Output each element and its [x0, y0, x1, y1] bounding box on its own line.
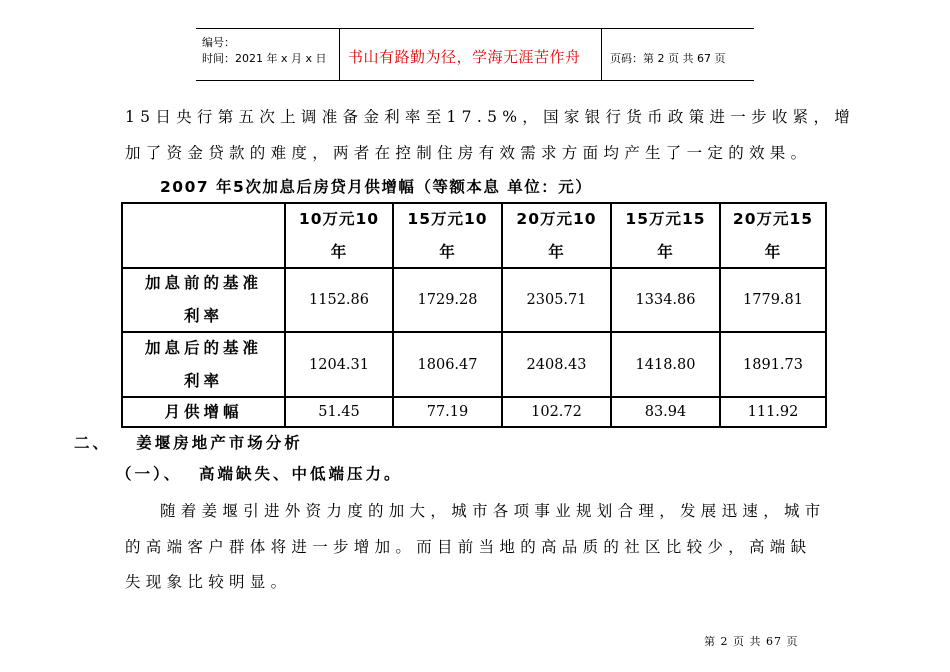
table-cell: 1779.81: [743, 292, 803, 308]
table-cell: 1891.73: [743, 356, 803, 373]
header-divider: [601, 28, 602, 81]
column-header: [394, 204, 501, 267]
table-cell: 51.45: [318, 404, 360, 420]
column-header-line: 年: [764, 242, 782, 261]
row-label-line: 利率: [183, 371, 223, 390]
table-cell: 2305.71: [526, 292, 587, 308]
section-heading: 二、 姜堰房地产市场分析: [74, 434, 303, 452]
mortgage-table: [121, 202, 827, 428]
table-cell: 1204.31: [309, 356, 369, 373]
intro-line-1: 15日央行第五次上调准备金利率至17.5%，国家银行货币政策进一步收紧，增: [125, 108, 856, 126]
row-label-line: 加息后的基准: [144, 338, 262, 357]
header-bottom-rule: [196, 80, 754, 81]
column-header-line: 15万元15: [625, 209, 706, 228]
table-cell: 77.19: [426, 404, 469, 420]
column-header-line: 15万元10: [407, 209, 488, 228]
column-header-line: 20万元15: [732, 209, 814, 228]
table-cell: 1806.47: [417, 356, 478, 373]
header-divider: [339, 28, 340, 81]
intro-line-2: 加了资金贷款的难度，两者在控制住房有效需求方面均产生了一定的效果。: [125, 144, 812, 162]
section-para-line-3: 失现象比较明显。: [125, 573, 292, 591]
row-label-line: 加息前的基准: [144, 274, 262, 292]
column-header-line: 10万元10: [298, 209, 380, 228]
section-para-line-1: 随着姜堰引进外资力度的加大，城市各项事业规划合理，发展迅速，城市: [160, 502, 826, 520]
column-header-line: 20万元10: [516, 209, 597, 228]
table-cell: 2408.43: [526, 356, 587, 373]
header-time-label: 时间：2021 年 x 月 x 日: [202, 52, 327, 65]
table-cell: 83.94: [644, 404, 687, 420]
row-label: [123, 269, 284, 331]
table-cell: 1418.80: [635, 356, 696, 373]
header-top-rule: [196, 28, 754, 29]
column-header-line: 年: [439, 242, 456, 261]
table-title: 2007 年5次加息后房贷月供增幅（等额本息 单位：元）: [160, 178, 593, 196]
page-header: [196, 28, 754, 81]
column-header-line: 年: [330, 242, 348, 261]
column-header-line: 年: [657, 242, 674, 261]
table-cell: 1152.86: [309, 292, 369, 308]
section-para-line-2: 的高端客户群体将进一步增加。而目前当地的高品质的社区比较少，高端缺: [125, 538, 812, 556]
table-cell: 111.92: [747, 404, 799, 420]
column-header: [612, 204, 719, 267]
page-footer: 第 2 页 共 67 页: [704, 635, 799, 648]
row-label: 月供增幅: [164, 402, 243, 421]
header-number-label: 编号：: [202, 36, 235, 49]
table-cell: 102.72: [531, 404, 582, 420]
section-subheading: （一）、 高端缺失、中低端压力。: [116, 465, 403, 483]
header-motto: 书山有路勤为径，学海无涯苦作舟: [348, 48, 581, 66]
table-rule: [825, 202, 827, 428]
column-header: [286, 204, 392, 267]
table-cell: 1334.86: [635, 292, 696, 308]
column-header-line: 年: [548, 242, 565, 261]
table-cell: 1729.28: [417, 292, 478, 308]
column-header: [503, 204, 610, 267]
row-label-line: 利率: [183, 307, 223, 325]
column-header: [721, 204, 825, 267]
header-page-info: 页码：第 2 页 共 67 页: [610, 52, 726, 65]
row-label: [123, 333, 284, 396]
